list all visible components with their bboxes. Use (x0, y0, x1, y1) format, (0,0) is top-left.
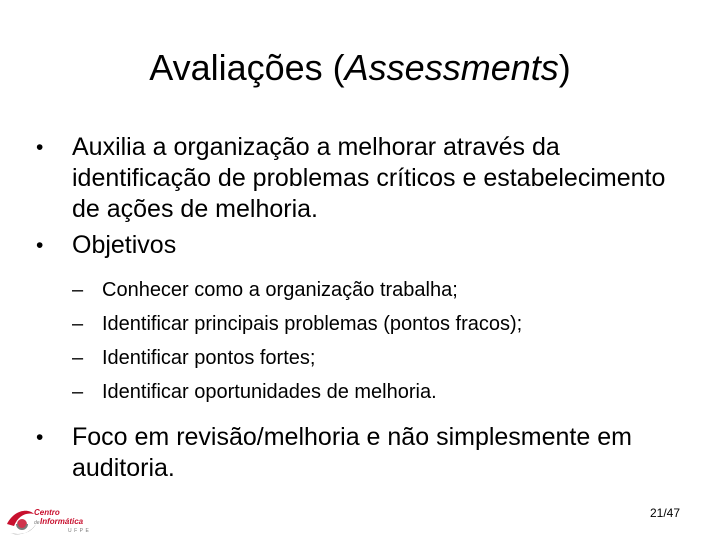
sub-bullet-item (72, 278, 676, 303)
bullet-text: Auxilia a organização a melhorar através da identificação de problemas críticos e estabelecimento de ações de melhoria. (72, 133, 666, 223)
logo-line-1: Centro (34, 508, 60, 517)
logo-line-3: UFPE (68, 528, 92, 534)
bullet-text: Objetivos (72, 231, 177, 259)
cin-logo (4, 500, 104, 540)
sub-bullet-text: Identificar principais problemas (pontos fracos); (102, 313, 523, 335)
logo-line-2-prefix: de (34, 520, 40, 526)
bullet-item (36, 132, 676, 225)
sub-bullet-glyph: – (72, 381, 84, 403)
sub-bullet-item (72, 346, 676, 371)
sub-bullet-item (72, 312, 676, 337)
bullet-glyph: • (36, 136, 44, 159)
bullet-glyph: • (36, 234, 44, 257)
sub-bullet-glyph: – (72, 279, 84, 301)
slide-title (0, 44, 720, 92)
sub-bullet-text: Identificar oportunidades de melhoria. (102, 381, 437, 403)
title-text: Avaliações ( (149, 47, 345, 88)
logo-swoosh-icon (7, 511, 36, 534)
sub-bullet-list (72, 278, 676, 405)
sub-bullet-glyph: – (72, 347, 84, 369)
title-italic-term: Assessments (344, 47, 559, 88)
bullet-glyph: • (36, 426, 44, 449)
logo-line-2: Informática (40, 517, 84, 526)
sub-bullet-text: Identificar pontos fortes; (102, 347, 316, 369)
bullet-item (36, 422, 676, 484)
sub-bullet-item (72, 380, 676, 405)
sub-bullet-text: Conhecer como a organização trabalha; (102, 279, 458, 301)
bullet-list (36, 132, 676, 484)
bullet-item (36, 230, 676, 405)
title-close-paren: ) (558, 47, 571, 88)
page-number: 21/47 (649, 506, 680, 520)
bullet-text: Foco em revisão/melhoria e não simplesmente em auditoria. (72, 423, 632, 482)
sub-bullet-glyph: – (72, 313, 84, 335)
